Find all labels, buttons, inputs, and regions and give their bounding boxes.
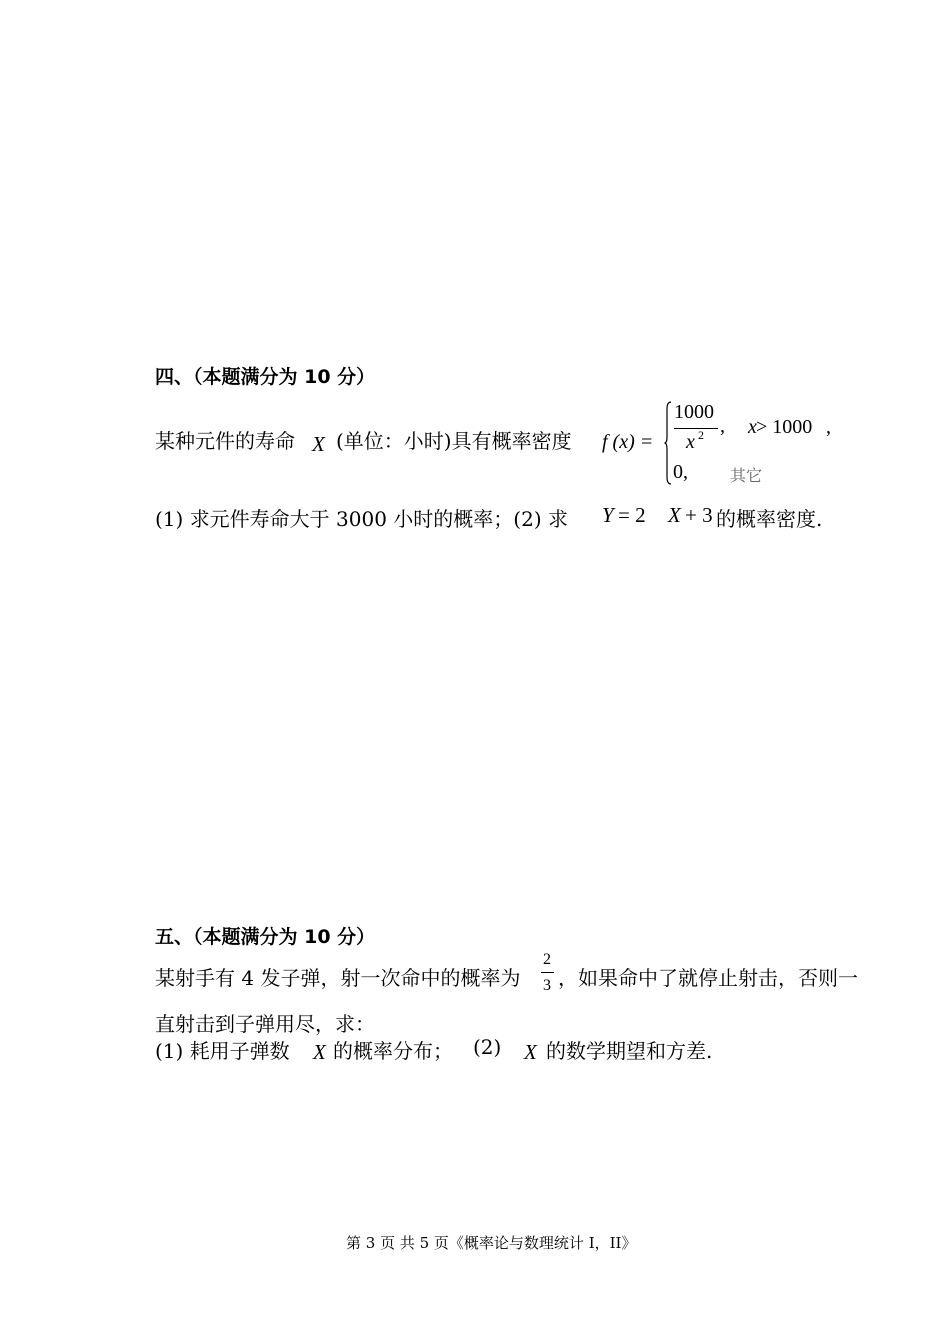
section-4-heading: 四、（本题满分为 10 分）	[155, 366, 376, 388]
density-function-label: f (x) =	[602, 431, 654, 453]
section-5-var-x2: X	[524, 1040, 537, 1064]
section-5-q2-b: 的数学期望和方差.	[546, 1039, 713, 1063]
fraction-denominator-exponent: 2	[698, 428, 704, 442]
page-footer: 第 3 页 共 5 页《概率论与数理统计 I，II》	[346, 1234, 637, 1252]
section-4-question-a: (1) 求元件寿命大于 3000 小时的概率；(2) 求	[155, 507, 568, 531]
section-4-question-b: 的概率密度.	[716, 507, 823, 531]
fraction-denominator-base: x	[686, 431, 695, 453]
case2-value: 0,	[673, 461, 688, 483]
section-5-heading: 五、（本题满分为 10 分）	[155, 926, 376, 948]
probability-fraction-denominator: 3	[543, 977, 551, 994]
section-4-intro-a: 某种元件的寿命	[155, 429, 295, 453]
probability-fraction-numerator: 2	[543, 951, 551, 968]
section-5-q1: (1) 耗用子弹数	[155, 1039, 290, 1063]
case1-condition-var: x	[748, 416, 757, 438]
trailing-comma: ,	[826, 416, 831, 438]
question-var-y: Y	[602, 503, 614, 527]
case1-condition: > 1000	[756, 416, 813, 438]
question-var-x: X	[668, 503, 681, 527]
section-5-var-x: X	[313, 1040, 326, 1064]
case1-comma: ,	[720, 415, 725, 437]
section-4-intro-b: (单位：小时)具有概率密度	[336, 429, 572, 453]
case2-condition: 其它	[730, 466, 763, 485]
section-4-var-x: X	[312, 432, 325, 456]
question-eq-end: + 3	[685, 503, 713, 527]
section-5-line2: 直射击到子弹用尽，求：	[155, 1012, 375, 1036]
section-5-q1-b: 的概率分布；	[333, 1039, 453, 1063]
fraction-bar	[674, 428, 718, 429]
piecewise-brace-icon	[664, 401, 672, 485]
probability-fraction-bar	[541, 972, 554, 973]
section-5-line1-b: ，如果命中了就停止射击，否则一	[558, 966, 858, 990]
section-5-q2: (2)	[473, 1035, 502, 1059]
section-5-line1-a: 某射手有 4 发子弹，射一次命中的概率为	[155, 966, 521, 990]
fraction-numerator: 1000	[674, 401, 714, 423]
question-eq-mid: = 2	[618, 503, 646, 527]
